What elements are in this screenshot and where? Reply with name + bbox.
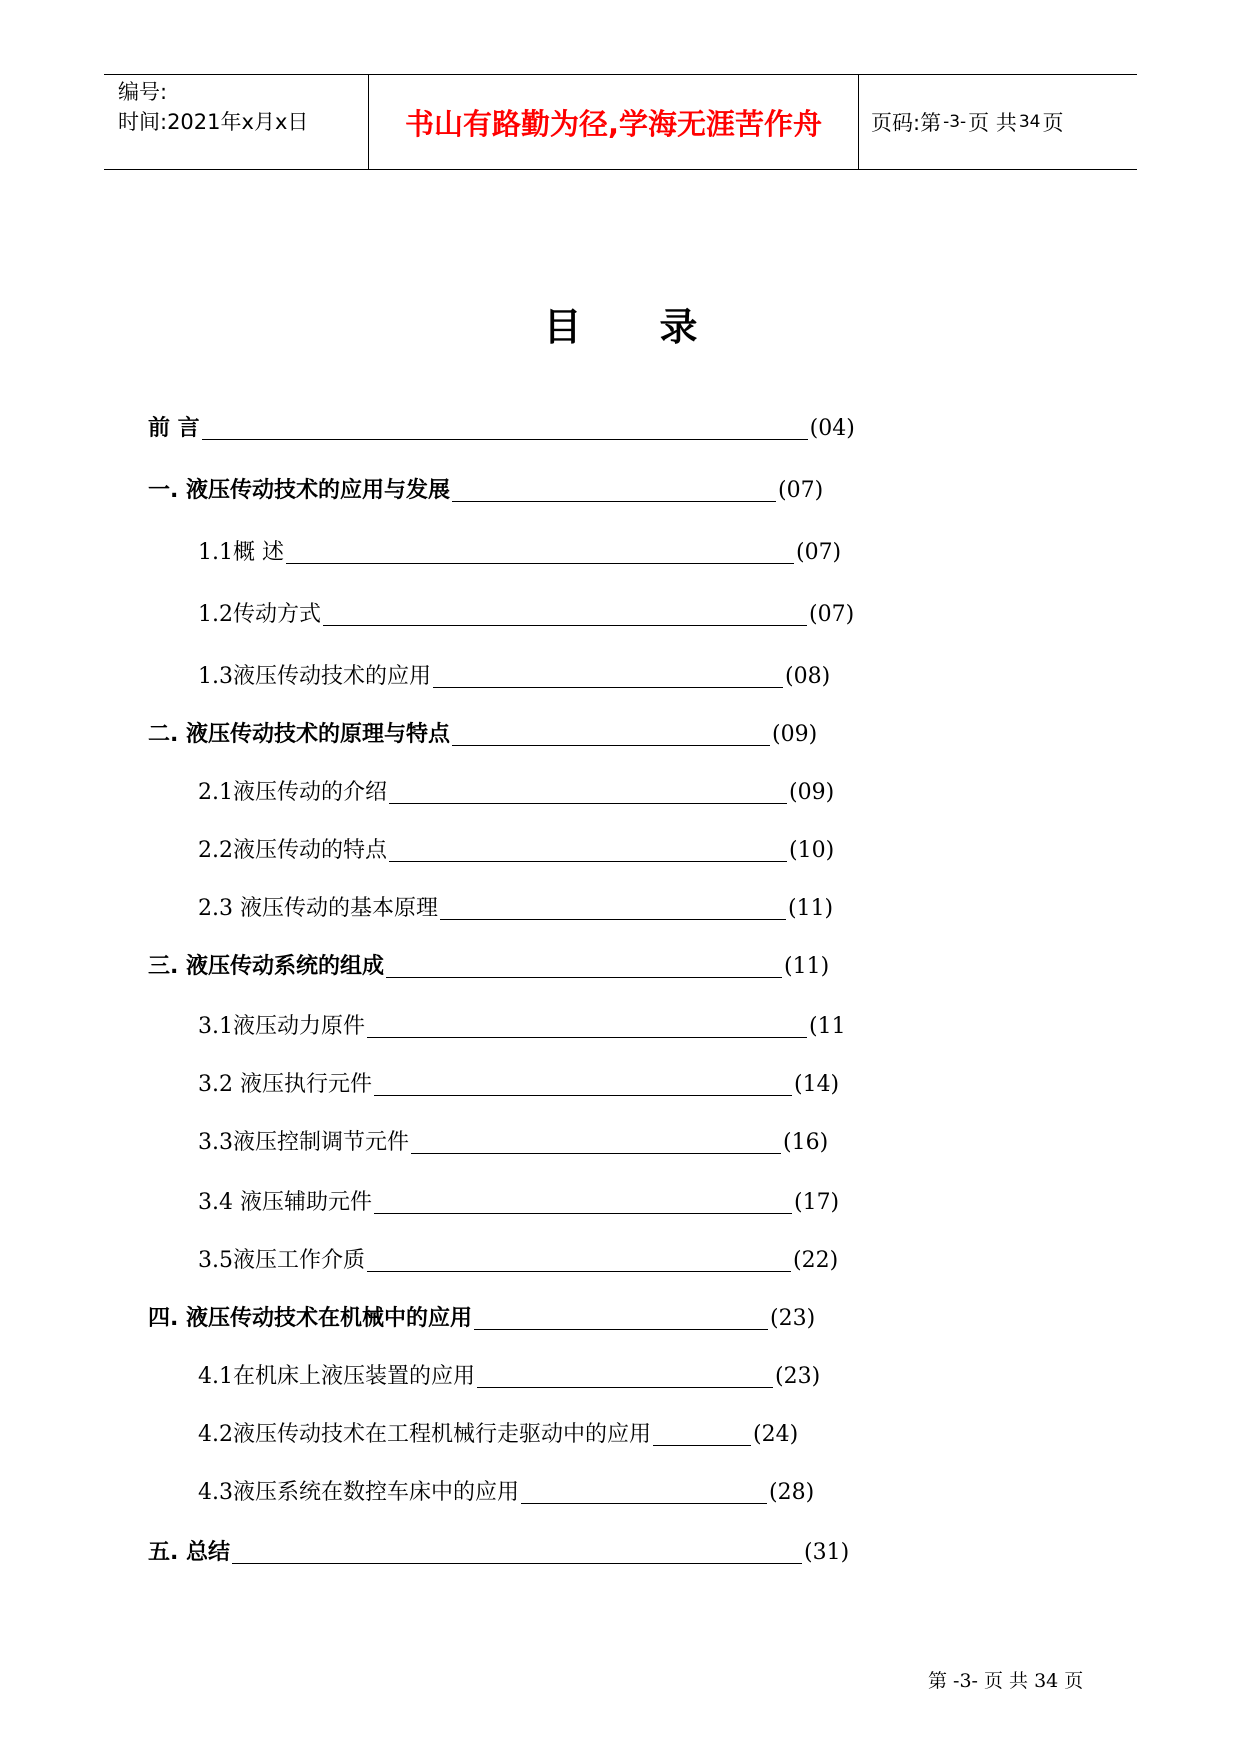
toc-entry-page: (11 bbox=[809, 1014, 846, 1039]
toc-leader bbox=[232, 1563, 802, 1564]
toc-entry-3-5[interactable] bbox=[198, 1246, 838, 1276]
toc-entry-chapter-3[interactable] bbox=[148, 952, 829, 982]
toc-entry-label: 1.2传动方式 bbox=[198, 602, 321, 627]
toc-entry-page: (04) bbox=[809, 416, 855, 441]
toc-entry-label: 4.2液压传动技术在工程机械行走驱动中的应用 bbox=[198, 1422, 651, 1447]
toc-entry-page: (28) bbox=[769, 1480, 815, 1505]
toc-entry-label: 3.5液压工作介质 bbox=[198, 1248, 365, 1273]
toc-entry-page: (09) bbox=[772, 722, 818, 747]
header-page-mid: 页 共 bbox=[968, 111, 1017, 135]
toc-entry-page: (11) bbox=[784, 954, 830, 979]
document-time-label: 时间:2021年x月x日 bbox=[118, 110, 309, 134]
toc-entry-label: 1.3液压传动技术的应用 bbox=[198, 664, 431, 689]
toc-entry-1-1[interactable] bbox=[198, 538, 841, 568]
toc-leader bbox=[440, 919, 786, 920]
toc-leader bbox=[521, 1503, 767, 1504]
header-page-info bbox=[859, 75, 1137, 169]
toc-entry-2-2[interactable] bbox=[198, 836, 834, 866]
toc-entry-4-3[interactable] bbox=[198, 1478, 814, 1508]
toc-entry-page: (07) bbox=[778, 478, 824, 503]
toc-entry-page: (16) bbox=[783, 1130, 829, 1155]
toc-entry-3-4[interactable] bbox=[198, 1188, 839, 1218]
toc-entry-3-2[interactable] bbox=[198, 1070, 839, 1100]
toc-entry-page: (22) bbox=[793, 1248, 839, 1273]
toc-entry-page: (07) bbox=[809, 602, 855, 627]
toc-title-char-2: 录 bbox=[659, 305, 698, 349]
header-page-number: -3- bbox=[943, 112, 967, 132]
toc-entry-4-1[interactable] bbox=[198, 1362, 820, 1392]
toc-entry-page: (14) bbox=[793, 1072, 840, 1097]
toc-entry-preface[interactable] bbox=[148, 414, 855, 444]
toc-leader bbox=[653, 1445, 751, 1446]
toc-entry-label: 一. 液压传动技术的应用与发展 bbox=[148, 478, 451, 503]
toc-leader bbox=[202, 439, 808, 440]
toc-entry-4-2[interactable] bbox=[198, 1420, 798, 1450]
header-motto: 书山有路勤为径,学海无涯苦作舟 bbox=[369, 75, 859, 169]
toc-leader bbox=[452, 745, 770, 746]
toc-leader bbox=[389, 861, 787, 862]
toc-leader bbox=[452, 501, 776, 502]
toc-leader bbox=[323, 625, 807, 626]
toc-entry-3-1[interactable] bbox=[198, 1012, 846, 1042]
header-meta bbox=[104, 75, 369, 169]
toc-entry-page: (23) bbox=[770, 1306, 816, 1331]
toc-entry-page: (17) bbox=[793, 1190, 840, 1215]
toc-leader bbox=[474, 1329, 768, 1330]
toc-leader bbox=[433, 687, 783, 688]
toc-entry-label: 四. 液压传动技术在机械中的应用 bbox=[148, 1306, 473, 1331]
header-page-label: 页码:第 bbox=[871, 111, 942, 135]
toc-entry-label: 3.1液压动力原件 bbox=[198, 1014, 365, 1039]
page-footer: 第 -3- 页 共 34 页 bbox=[928, 1670, 1084, 1692]
toc-entry-label: 2.2液压传动的特点 bbox=[198, 838, 387, 863]
toc-leader bbox=[367, 1037, 807, 1038]
toc-entry-label: 3.2 液压执行元件 bbox=[198, 1072, 372, 1097]
toc-entry-label: 4.1在机床上液压装置的应用 bbox=[198, 1364, 475, 1389]
header-page-total: 34 bbox=[1018, 112, 1041, 132]
toc-entry-label: 五. 总结 bbox=[148, 1540, 231, 1565]
toc-leader bbox=[386, 977, 782, 978]
toc-entry-1-2[interactable] bbox=[198, 600, 854, 630]
toc-entry-label: 1.1概 述 bbox=[198, 540, 284, 565]
toc-entry-label: 2.1液压传动的介绍 bbox=[198, 780, 387, 805]
toc-entry-page: (07) bbox=[795, 540, 842, 565]
toc-entry-page: (31) bbox=[804, 1540, 850, 1565]
toc-entry-page: (08) bbox=[785, 664, 831, 689]
toc-entry-chapter-5[interactable] bbox=[148, 1538, 849, 1568]
toc-leader bbox=[374, 1213, 792, 1214]
toc-title bbox=[0, 296, 1241, 351]
toc-entry-label: 二. 液压传动技术的原理与特点 bbox=[148, 722, 451, 747]
toc-entry-chapter-2[interactable] bbox=[148, 720, 817, 750]
toc-entry-2-3[interactable] bbox=[198, 894, 833, 924]
toc-entry-chapter-1[interactable] bbox=[148, 476, 823, 506]
toc-entry-page: (24) bbox=[753, 1422, 799, 1447]
toc-leader bbox=[477, 1387, 773, 1388]
toc-entry-label: 4.3液压系统在数控车床中的应用 bbox=[198, 1480, 519, 1505]
toc-leader bbox=[389, 803, 787, 804]
page-header bbox=[104, 74, 1137, 170]
toc-entry-label: 3.3液压控制调节元件 bbox=[198, 1130, 409, 1155]
toc-entry-2-1[interactable] bbox=[198, 778, 834, 808]
toc-leader bbox=[411, 1153, 781, 1154]
toc-entry-label: 2.3 液压传动的基本原理 bbox=[198, 896, 438, 921]
toc-entry-label: 3.4 液压辅助元件 bbox=[198, 1190, 372, 1215]
toc-leader bbox=[367, 1271, 791, 1272]
toc-entry-page: (11) bbox=[787, 896, 834, 921]
toc-title-char-1: 目 bbox=[543, 305, 582, 349]
toc-entry-label: 三. 液压传动系统的组成 bbox=[148, 954, 385, 979]
toc-entry-page: (10) bbox=[789, 838, 835, 863]
toc-entry-3-3[interactable] bbox=[198, 1128, 828, 1158]
toc-leader bbox=[286, 563, 794, 564]
header-page-end: 页 bbox=[1042, 111, 1064, 135]
toc-entry-page: (09) bbox=[789, 780, 835, 805]
toc-entry-1-3[interactable] bbox=[198, 662, 830, 692]
toc-entry-page: (23) bbox=[775, 1364, 821, 1389]
toc-entry-chapter-4[interactable] bbox=[148, 1304, 815, 1334]
document-number-label: 编号: bbox=[118, 80, 168, 104]
toc-entry-label: 前 言 bbox=[148, 416, 200, 441]
toc-leader bbox=[374, 1095, 792, 1096]
